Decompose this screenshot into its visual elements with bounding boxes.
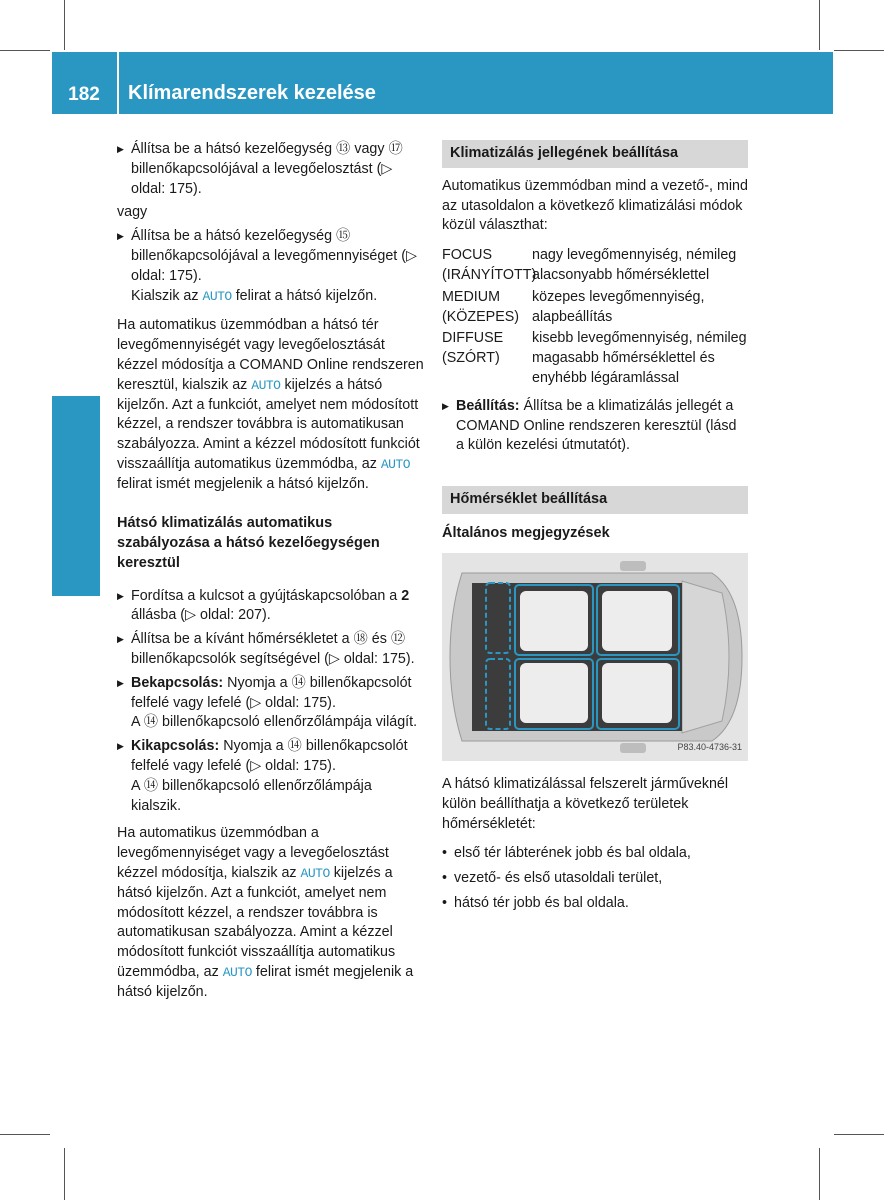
instruction-step <box>442 397 748 456</box>
mode-name: FOCUS (IRÁNYÍTOTT) <box>442 247 537 283</box>
instruction-step <box>117 674 424 733</box>
mode-row <box>442 288 748 328</box>
paragraph-text: kijelzés a hátsó kijelzőn. Azt a funkciót, amelyet nem módosított kézzel, a rendszer továbbra is automatikusan szabályozza. Amint a kézzel módosított funkciót visszaállítja automatikus üzemmódba, az <box>117 864 396 980</box>
crop-mark <box>834 50 884 51</box>
step-label: Bekapcsolás: <box>131 674 224 691</box>
list-item: • hátsó tér jobb és bal oldala. <box>442 894 748 914</box>
paragraph-text: felirat ismét megjelenik a hátsó kijelzőn. <box>117 963 414 1000</box>
crop-mark <box>0 50 50 51</box>
paragraph <box>117 316 424 494</box>
mode-description: nagy levegőmennyiség, némileg alacsonyabb hőmérséklettel <box>532 247 737 283</box>
or-text: vagy <box>117 204 148 221</box>
paragraph-text: kijelzés a hátsó kijelzőn. Azt a funkciót, amelyet nem módosított kézzel, a rendszer továbbra is automatikusan szabályozza. Amint a kézzel módosított funkciót visszaállítja automatikus üzemmódba, az <box>117 376 420 472</box>
crop-mark <box>64 1148 65 1200</box>
step-text: Állítsa be a hátsó kezelőegység ⑬ vagy ⑰ billenőkapcsolójával a levegőelosztást (▷ oldal: 175). <box>131 141 403 197</box>
step-result: Kialszik az <box>131 287 203 304</box>
mode-row <box>442 329 748 388</box>
right-column <box>442 140 748 919</box>
step-result: felirat a hátsó kijelzőn. <box>231 287 378 304</box>
figure-caption: P83.40-4736-31 <box>677 742 742 753</box>
list-item: • vezető- és első utasoldali terület, <box>442 869 748 889</box>
step-text: Állítsa be a hátsó kezelőegység ⑮ billenőkapcsolójával a levegőmennyiséget (▷ oldal: 175). <box>131 228 417 284</box>
step-text: Állítsa be a kívánt hőmérsékletet a ⑱ és ⑫ billenőkapcsolók segítségével (▷ oldal: 175). <box>131 631 415 667</box>
page-number: 182 <box>68 84 100 105</box>
mode-description: kisebb levegőmennyiség, némileg magasabb hőmérséklettel és enyhébb légáramlással <box>532 330 747 386</box>
paragraph-text: felirat ismét megjelenik a hátsó kijelzőn. <box>117 475 369 492</box>
step-result: A ⑭ billenőkapcsoló ellenőrzőlámpája kialszik. <box>131 777 372 814</box>
instruction-step <box>117 140 424 199</box>
instruction-step <box>117 227 424 306</box>
crop-mark <box>0 1134 50 1135</box>
crop-mark <box>819 1148 820 1200</box>
left-column <box>117 140 424 1012</box>
step-label: Kikapcsolás: <box>131 738 220 755</box>
section-title: Klimatizálás jellegének beállítása <box>442 140 748 168</box>
step-text: Nyomja a ⑭ billenőkapcsolót felfelé vagy lefelé (▷ oldal: 175). <box>131 738 408 774</box>
crop-mark <box>834 1134 884 1135</box>
mode-description: közepes levegőmennyiség, alapbeállítás <box>532 288 705 325</box>
side-chapter-label: Klimatizálás <box>60 456 82 572</box>
section-subheading: Általános megjegyzések <box>442 524 610 541</box>
section-title: Hőmérséklet beállítása <box>442 486 748 514</box>
auto-indicator: AUTO <box>222 964 252 980</box>
header-divider <box>117 52 119 114</box>
auto-indicator: AUTO <box>300 865 330 881</box>
step-label: Beállítás: <box>456 397 520 414</box>
step-text: Állítsa be a klimatizálás jellegét a COMAND Online rendszeren keresztül (lásd a külön kezelési útmutatót). <box>456 397 737 454</box>
auto-indicator: AUTO <box>251 377 281 393</box>
instruction-step <box>117 587 424 627</box>
crop-mark <box>819 0 820 50</box>
step-result: A ⑭ billenőkapcsoló ellenőrzőlámpája világít. <box>131 714 418 731</box>
step-text: állásba (▷ oldal: 207). <box>131 607 271 624</box>
list-item: • első tér lábterének jobb és bal oldala, <box>442 844 748 864</box>
auto-indicator: AUTO <box>380 456 411 472</box>
paragraph <box>117 824 424 1002</box>
mode-name: MEDIUM (KÖZEPES) <box>442 288 520 325</box>
step-bold: 2 <box>401 587 410 604</box>
paragraph: A hátsó klimatizálással felszerelt járműveknél külön beállíthatja a következő területek hőmérsékletét: <box>442 775 729 832</box>
chapter-title: Klímarendszerek kezelése <box>128 82 376 104</box>
paragraph-text: Ha automatikus üzemmódban a levegőmennyiséget vagy a levegőelosztást kézzel módosítja, kialszik az <box>117 825 389 881</box>
mode-name: DIFFUSE (SZÓRT) <box>442 330 504 367</box>
step-text: Nyomja a ⑭ billenőkapcsolót felfelé vagy lefelé (▷ oldal: 175). <box>131 674 412 711</box>
step-text: Fordítsa a kulcsot a gyújtáskapcsolóban a <box>131 587 402 604</box>
instruction-step <box>117 737 424 816</box>
auto-indicator: AUTO <box>202 288 232 304</box>
mode-row <box>442 246 748 286</box>
paragraph-text: Ha automatikus üzemmódban a hátsó tér levegőmennyiségét vagy levegőelosztását kézzel módosítja a COMAND Online rendszeren keresztül, kialszik az <box>117 317 424 393</box>
intro-paragraph: Automatikus üzemmódban mind a vezető-, mind az utasoldalon a következő klimatizálási módok közül választhat: <box>442 177 748 234</box>
vehicle-zones-figure <box>442 553 748 761</box>
crop-mark <box>64 0 65 50</box>
section-subheading: Hátsó klimatizálás automatikus szabályozása a hátsó kezelőegységen keresztül <box>117 514 380 571</box>
vehicle-top-view-illustration <box>442 553 748 761</box>
instruction-step <box>117 630 424 670</box>
